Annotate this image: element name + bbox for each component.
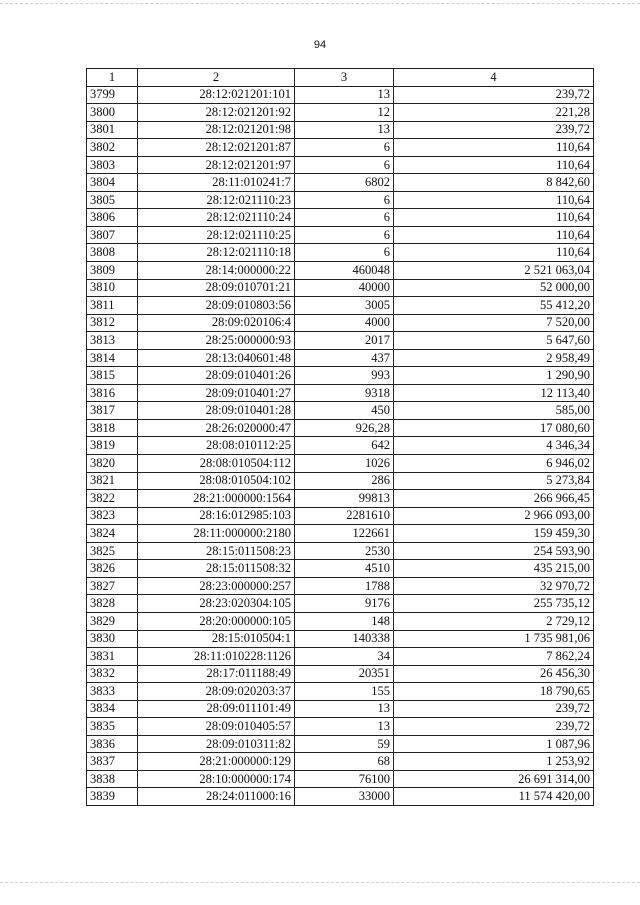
- row-number-cell: 3818: [87, 419, 138, 437]
- value-cell: 2 958,49: [394, 349, 594, 367]
- value-cell: 110,64: [394, 226, 594, 244]
- table-row: [87, 700, 594, 718]
- value-cell: 26 456,30: [394, 665, 594, 683]
- row-number-cell: 3800: [87, 104, 138, 122]
- area-cell: 140338: [295, 630, 394, 648]
- area-cell: 926,28: [295, 419, 394, 437]
- value-cell: 11 574 420,00: [394, 788, 594, 806]
- row-number-cell: 3816: [87, 384, 138, 402]
- cadastral-number-cell: 28:11:010228:1126: [138, 648, 295, 666]
- table-row: [87, 595, 594, 613]
- row-number-cell: 3829: [87, 612, 138, 630]
- area-cell: 6: [295, 191, 394, 209]
- value-cell: 4 346,34: [394, 437, 594, 455]
- value-cell: 55 412,20: [394, 297, 594, 315]
- area-cell: 2530: [295, 542, 394, 560]
- value-cell: 254 593,90: [394, 542, 594, 560]
- area-cell: 122661: [295, 525, 394, 543]
- cadastral-number-cell: 28:14:000000:22: [138, 262, 295, 280]
- value-cell: 110,64: [394, 139, 594, 157]
- column-header: 2: [138, 69, 295, 87]
- row-number-cell: 3826: [87, 560, 138, 578]
- cadastral-number-cell: 28:21:000000:129: [138, 753, 295, 771]
- area-cell: 4000: [295, 314, 394, 332]
- cadastral-number-cell: 28:09:011101:49: [138, 700, 295, 718]
- row-number-cell: 3836: [87, 735, 138, 753]
- cadastral-number-cell: 28:10:000000:174: [138, 770, 295, 788]
- table-row: [87, 349, 594, 367]
- table-row: [87, 121, 594, 139]
- area-cell: 6802: [295, 174, 394, 192]
- registry-table: [86, 68, 594, 806]
- row-number-cell: 3801: [87, 121, 138, 139]
- column-header: 4: [394, 69, 594, 87]
- row-number-cell: 3824: [87, 525, 138, 543]
- cadastral-number-cell: 28:11:000000:2180: [138, 525, 295, 543]
- table-row: [87, 209, 594, 227]
- row-number-cell: 3837: [87, 753, 138, 771]
- value-cell: 2 966 093,00: [394, 507, 594, 525]
- table-row: [87, 542, 594, 560]
- table-row: [87, 490, 594, 508]
- cadastral-number-cell: 28:24:011000:16: [138, 788, 295, 806]
- value-cell: 1 735 981,06: [394, 630, 594, 648]
- area-cell: 993: [295, 367, 394, 385]
- area-cell: 9318: [295, 384, 394, 402]
- value-cell: 52 000,00: [394, 279, 594, 297]
- cadastral-number-cell: 28:08:010504:102: [138, 472, 295, 490]
- cadastral-number-cell: 28:23:000000:257: [138, 577, 295, 595]
- table-row: [87, 437, 594, 455]
- row-number-cell: 3835: [87, 718, 138, 736]
- row-number-cell: 3802: [87, 139, 138, 157]
- area-cell: 9176: [295, 595, 394, 613]
- cadastral-number-cell: 28:09:010701:21: [138, 279, 295, 297]
- cadastral-number-cell: 28:08:010112:25: [138, 437, 295, 455]
- column-header: 1: [87, 69, 138, 87]
- row-number-cell: 3810: [87, 279, 138, 297]
- table-row: [87, 753, 594, 771]
- value-cell: 1 290,90: [394, 367, 594, 385]
- table-row: [87, 279, 594, 297]
- value-cell: 26 691 314,00: [394, 770, 594, 788]
- area-cell: 450: [295, 402, 394, 420]
- cadastral-number-cell: 28:16:012985:103: [138, 507, 295, 525]
- table-row: [87, 384, 594, 402]
- cadastral-number-cell: 28:23:020304:105: [138, 595, 295, 613]
- row-number-cell: 3804: [87, 174, 138, 192]
- column-header: 3: [295, 69, 394, 87]
- value-cell: 239,72: [394, 86, 594, 104]
- table-row: [87, 683, 594, 701]
- cadastral-number-cell: 28:09:010401:27: [138, 384, 295, 402]
- cadastral-number-cell: 28:15:010504:1: [138, 630, 295, 648]
- row-number-cell: 3807: [87, 226, 138, 244]
- value-cell: 5 647,60: [394, 332, 594, 350]
- row-number-cell: 3834: [87, 700, 138, 718]
- value-cell: 7 520,00: [394, 314, 594, 332]
- row-number-cell: 3825: [87, 542, 138, 560]
- scan-edge-top: [0, 3, 640, 4]
- cadastral-number-cell: 28:20:000000:105: [138, 612, 295, 630]
- area-cell: 34: [295, 648, 394, 666]
- cadastral-number-cell: 28:09:010311:82: [138, 735, 295, 753]
- area-cell: 13: [295, 700, 394, 718]
- value-cell: 239,72: [394, 700, 594, 718]
- value-cell: 1 253,92: [394, 753, 594, 771]
- value-cell: 110,64: [394, 156, 594, 174]
- cadastral-number-cell: 28:12:021201:92: [138, 104, 295, 122]
- cadastral-number-cell: 28:15:011508:23: [138, 542, 295, 560]
- area-cell: 148: [295, 612, 394, 630]
- table-row: [87, 525, 594, 543]
- value-cell: 110,64: [394, 209, 594, 227]
- table-row: [87, 226, 594, 244]
- cadastral-number-cell: 28:11:010241:7: [138, 174, 295, 192]
- row-number-cell: 3812: [87, 314, 138, 332]
- area-cell: 68: [295, 753, 394, 771]
- cadastral-number-cell: 28:25:000000:93: [138, 332, 295, 350]
- area-cell: 13: [295, 718, 394, 736]
- table-row: [87, 560, 594, 578]
- area-cell: 6: [295, 244, 394, 262]
- row-number-cell: 3822: [87, 490, 138, 508]
- area-cell: 6: [295, 209, 394, 227]
- area-cell: 6: [295, 226, 394, 244]
- cadastral-number-cell: 28:13:040601:48: [138, 349, 295, 367]
- cadastral-number-cell: 28:26:020000:47: [138, 419, 295, 437]
- area-cell: 437: [295, 349, 394, 367]
- value-cell: 1 087,96: [394, 735, 594, 753]
- area-cell: 286: [295, 472, 394, 490]
- value-cell: 6 946,02: [394, 455, 594, 473]
- table-row: [87, 367, 594, 385]
- row-number-cell: 3838: [87, 770, 138, 788]
- value-cell: 239,72: [394, 718, 594, 736]
- cadastral-number-cell: 28:17:011188:49: [138, 665, 295, 683]
- table-row: [87, 507, 594, 525]
- row-number-cell: 3817: [87, 402, 138, 420]
- value-cell: 7 862,24: [394, 648, 594, 666]
- value-cell: 5 273,84: [394, 472, 594, 490]
- area-cell: 76100: [295, 770, 394, 788]
- row-number-cell: 3827: [87, 577, 138, 595]
- row-number-cell: 3814: [87, 349, 138, 367]
- cadastral-number-cell: 28:12:021201:87: [138, 139, 295, 157]
- value-cell: 159 459,30: [394, 525, 594, 543]
- area-cell: 6: [295, 139, 394, 157]
- table-row: [87, 332, 594, 350]
- page-number: 94: [313, 39, 327, 51]
- area-cell: 4510: [295, 560, 394, 578]
- table-row: [87, 419, 594, 437]
- area-cell: 13: [295, 121, 394, 139]
- row-number-cell: 3806: [87, 209, 138, 227]
- area-cell: 33000: [295, 788, 394, 806]
- table-row: [87, 577, 594, 595]
- cadastral-number-cell: 28:12:021110:24: [138, 209, 295, 227]
- row-number-cell: 3805: [87, 191, 138, 209]
- row-number-cell: 3815: [87, 367, 138, 385]
- value-cell: 2 729,12: [394, 612, 594, 630]
- row-number-cell: 3828: [87, 595, 138, 613]
- cadastral-number-cell: 28:08:010504:112: [138, 455, 295, 473]
- cadastral-number-cell: 28:12:021110:18: [138, 244, 295, 262]
- table-row: [87, 718, 594, 736]
- value-cell: 32 970,72: [394, 577, 594, 595]
- area-cell: 99813: [295, 490, 394, 508]
- row-number-cell: 3808: [87, 244, 138, 262]
- row-number-cell: 3803: [87, 156, 138, 174]
- row-number-cell: 3799: [87, 86, 138, 104]
- cadastral-number-cell: 28:09:010803:56: [138, 297, 295, 315]
- cadastral-number-cell: 28:12:021201:98: [138, 121, 295, 139]
- area-cell: 2281610: [295, 507, 394, 525]
- table-row: [87, 314, 594, 332]
- value-cell: 239,72: [394, 121, 594, 139]
- value-cell: 17 080,60: [394, 419, 594, 437]
- row-number-cell: 3833: [87, 683, 138, 701]
- table-row: [87, 472, 594, 490]
- row-number-cell: 3813: [87, 332, 138, 350]
- cadastral-number-cell: 28:09:010401:26: [138, 367, 295, 385]
- table-row: [87, 297, 594, 315]
- area-cell: 2017: [295, 332, 394, 350]
- value-cell: 266 966,45: [394, 490, 594, 508]
- table-row: [87, 244, 594, 262]
- value-cell: 221,28: [394, 104, 594, 122]
- table-row: [87, 788, 594, 806]
- row-number-cell: 3819: [87, 437, 138, 455]
- area-cell: 20351: [295, 665, 394, 683]
- area-cell: 13: [295, 86, 394, 104]
- area-cell: 1788: [295, 577, 394, 595]
- table-row: [87, 665, 594, 683]
- area-cell: 12: [295, 104, 394, 122]
- cadastral-number-cell: 28:21:000000:1564: [138, 490, 295, 508]
- area-cell: 3005: [295, 297, 394, 315]
- value-cell: 435 215,00: [394, 560, 594, 578]
- cadastral-number-cell: 28:15:011508:32: [138, 560, 295, 578]
- area-cell: 460048: [295, 262, 394, 280]
- row-number-cell: 3832: [87, 665, 138, 683]
- cadastral-number-cell: 28:12:021201:97: [138, 156, 295, 174]
- area-cell: 40000: [295, 279, 394, 297]
- area-cell: 6: [295, 156, 394, 174]
- value-cell: 18 790,65: [394, 683, 594, 701]
- row-number-cell: 3831: [87, 648, 138, 666]
- area-cell: 1026: [295, 455, 394, 473]
- cadastral-number-cell: 28:12:021201:101: [138, 86, 295, 104]
- cadastral-number-cell: 28:12:021110:23: [138, 191, 295, 209]
- value-cell: 12 113,40: [394, 384, 594, 402]
- value-cell: 8 842,60: [394, 174, 594, 192]
- row-number-cell: 3811: [87, 297, 138, 315]
- table-row: [87, 86, 594, 104]
- cadastral-number-cell: 28:12:021110:25: [138, 226, 295, 244]
- cadastral-number-cell: 28:09:020106:4: [138, 314, 295, 332]
- row-number-cell: 3809: [87, 262, 138, 280]
- row-number-cell: 3821: [87, 472, 138, 490]
- table-row: [87, 139, 594, 157]
- table-row: [87, 735, 594, 753]
- table-row: [87, 262, 594, 280]
- cadastral-number-cell: 28:09:010401:28: [138, 402, 295, 420]
- value-cell: 110,64: [394, 191, 594, 209]
- table-body: [87, 86, 594, 805]
- row-number-cell: 3823: [87, 507, 138, 525]
- table-row: [87, 156, 594, 174]
- table-row: [87, 174, 594, 192]
- header-row: [87, 69, 594, 87]
- area-cell: 155: [295, 683, 394, 701]
- value-cell: 110,64: [394, 244, 594, 262]
- table-row: [87, 630, 594, 648]
- table-row: [87, 770, 594, 788]
- value-cell: 585,00: [394, 402, 594, 420]
- row-number-cell: 3830: [87, 630, 138, 648]
- table-row: [87, 612, 594, 630]
- row-number-cell: 3839: [87, 788, 138, 806]
- cadastral-number-cell: 28:09:010405:57: [138, 718, 295, 736]
- table-row: [87, 455, 594, 473]
- table-row: [87, 648, 594, 666]
- row-number-cell: 3820: [87, 455, 138, 473]
- table-row: [87, 402, 594, 420]
- area-cell: 642: [295, 437, 394, 455]
- table-row: [87, 191, 594, 209]
- cadastral-number-cell: 28:09:020203:37: [138, 683, 295, 701]
- value-cell: 2 521 063,04: [394, 262, 594, 280]
- value-cell: 255 735,12: [394, 595, 594, 613]
- area-cell: 59: [295, 735, 394, 753]
- scan-edge-bottom: [0, 882, 640, 883]
- table-row: [87, 104, 594, 122]
